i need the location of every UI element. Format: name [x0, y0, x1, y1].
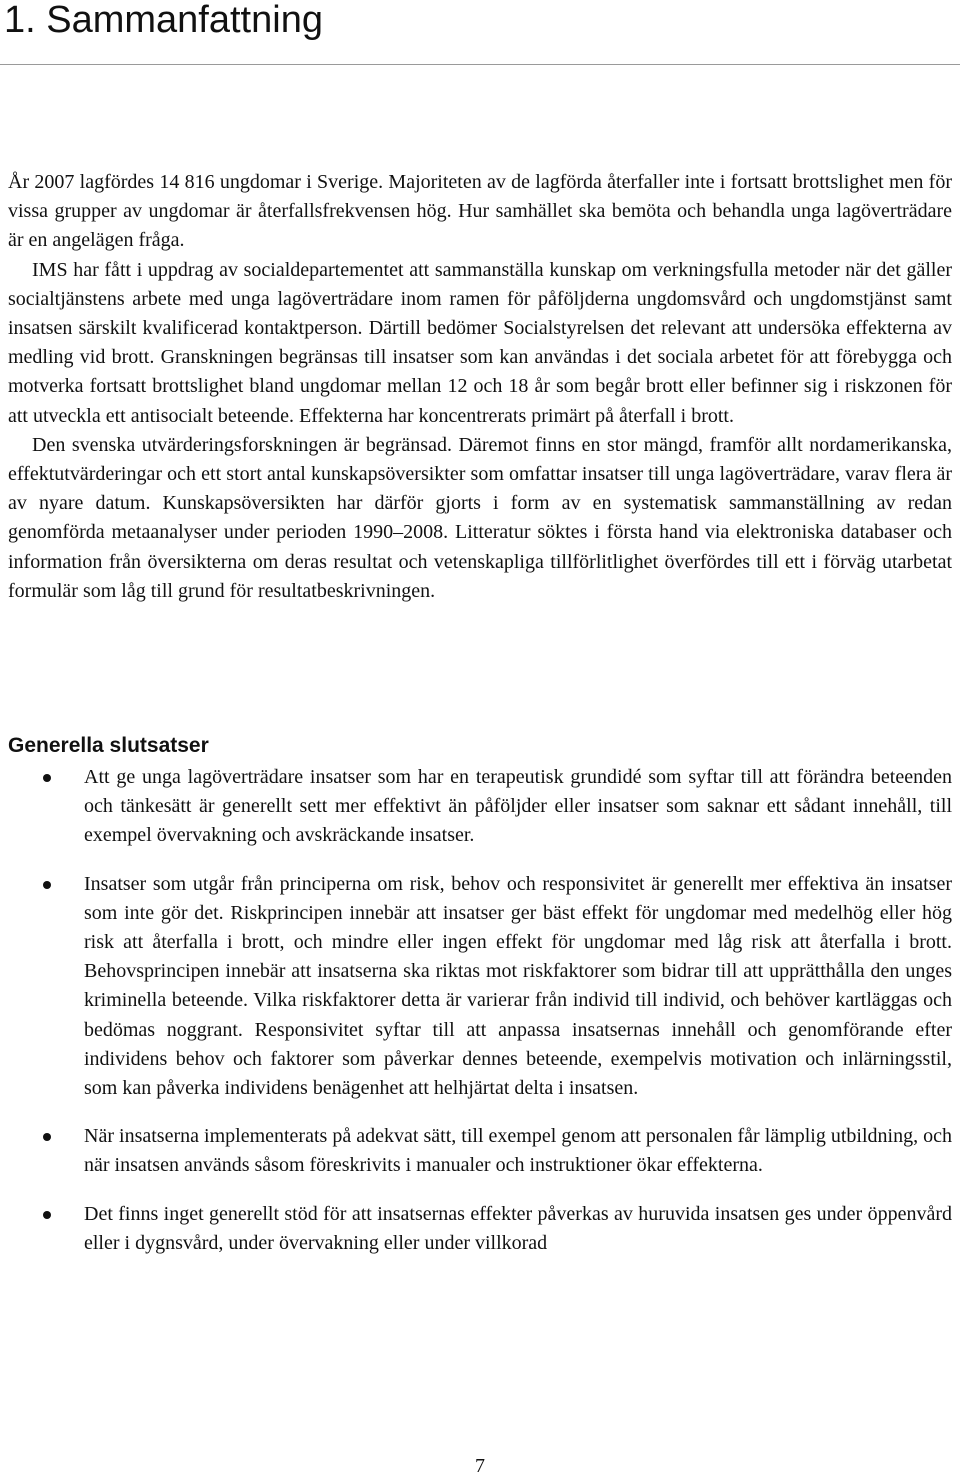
- bullet-icon: [43, 881, 51, 889]
- page-number: 7: [475, 1455, 485, 1477]
- paragraph-assignment: IMS har fått i uppdrag av socialdepartementet att sammanställa kunskap om verkningsfulla metoder när det gäller socialtjänstens arbete med unga lagöverträdare inom ramen för påföljderna ungdomsvård och ungdomstjänst samt insatsen särskilt kvalificerad kontaktperson. Därtill bedömer Socialstyrelsen det relevant att undersöka effekterna av medling vid brott. Granskningen begränsas till insatser som kan användas i det sociala arbetet för att förebygga och motverka fortsatt brottslighet bland ungdomar mellan 12 och 18 år som begår brott eller befinner sig i riskzonen för att utveckla ett antisocialt beteende. Effekterna har koncentrerats primärt på återfall i brott.: [8, 258, 952, 427]
- conclusion-text: Insatser som utgår från principerna om risk, behov och responsivitet är generellt mer effektiva än insatser som inte gör det. Riskprincipen innebär att insatser ger bäst effekt för ungdomar med medelhög eller hög risk att återfalla i brott, och mindre eller ingen effekt för ungdomar med låg risk att återfalla i brott. Behovsprincipen innebär att insatserna ska riktas mot riskfaktorer som bidrar till att upprätthålla den unges kriminella beteende. Vilka riskfaktorer detta är varierar från individ till individ, och behöver kartläggas och bedömas noggrant. Responsivitet syftar till att anpassa insatsernas innehåll och genomförande efter individens behov och faktorer som påverkar dennes beteende, exempelvis motivation och inlärningsstil, som kan påverka individens benägenhet att helhjärtat delta i insatsen.: [84, 872, 952, 1100]
- conclusion-text: Det finns inget generellt stöd för att insatsernas effekter påverkas av huruvida insatsen ges under öppenvård eller i dygnsvård, under övervakning eller under villkorad: [84, 1202, 952, 1254]
- list-item: [0, 763, 952, 851]
- paragraph-intro: År 2007 lagfördes 14 816 ungdomar i Sverige. Majoriteten av de lagförda återfaller inte i fortsatt brottslighet men för vissa grupper av ungdomar är återfallsfrekvensen hög. Hur samhället ska bemöta och behandla unga lagöverträdare är en angelägen fråga.: [8, 171, 952, 252]
- conclusions-list: [0, 763, 952, 1277]
- page-title: 1. Sammanfattning: [4, 0, 323, 41]
- list-item: [0, 1122, 952, 1180]
- summary-body: [8, 168, 952, 606]
- bullet-icon: [43, 1211, 51, 1219]
- section-heading-conclusions: Generella slutsatser: [8, 734, 209, 757]
- list-item: [0, 1200, 952, 1258]
- paragraph-method: Den svenska utvärderingsforskningen är begränsad. Däremot finns en stor mängd, framför allt nordamerikanska, effektutvärderingar och ett stort antal kunskapsöversikter som omfattar insatser till unga lagöverträdare, varav flera är av nyare datum. Kunskapsöversikten har därför gjorts i form av en systematisk sammanställning av redan genomförda metaanalyser under perioden 1990–2008. Litteratur söktes i första hand via elektroniska databaser och information från översikterna om deras resultat och vetenskapliga tillförlitlighet överfördes till ett i förväg utarbetat formulär som låg till grund för resultatbeskrivningen.: [8, 433, 952, 602]
- bullet-icon: [43, 774, 51, 782]
- bullet-icon: [43, 1133, 51, 1141]
- conclusion-text: Att ge unga lagöverträdare insatser som har en terapeutisk grundidé som syftar till att förändra beteenden och tänkesätt är generellt sett mer effektivt än påföljder eller insatser som saknar ett sådant innehåll, till exempel övervakning och avskräckande insatser.: [84, 766, 952, 847]
- conclusion-text: När insatserna implementerats på adekvat sätt, till exempel genom att personalen får lämplig utbildning, och när insatsen används såsom föreskrivits i manualer och instruktioner ökar effekterna.: [84, 1125, 952, 1177]
- title-divider: [0, 64, 960, 65]
- list-item: [0, 870, 952, 1104]
